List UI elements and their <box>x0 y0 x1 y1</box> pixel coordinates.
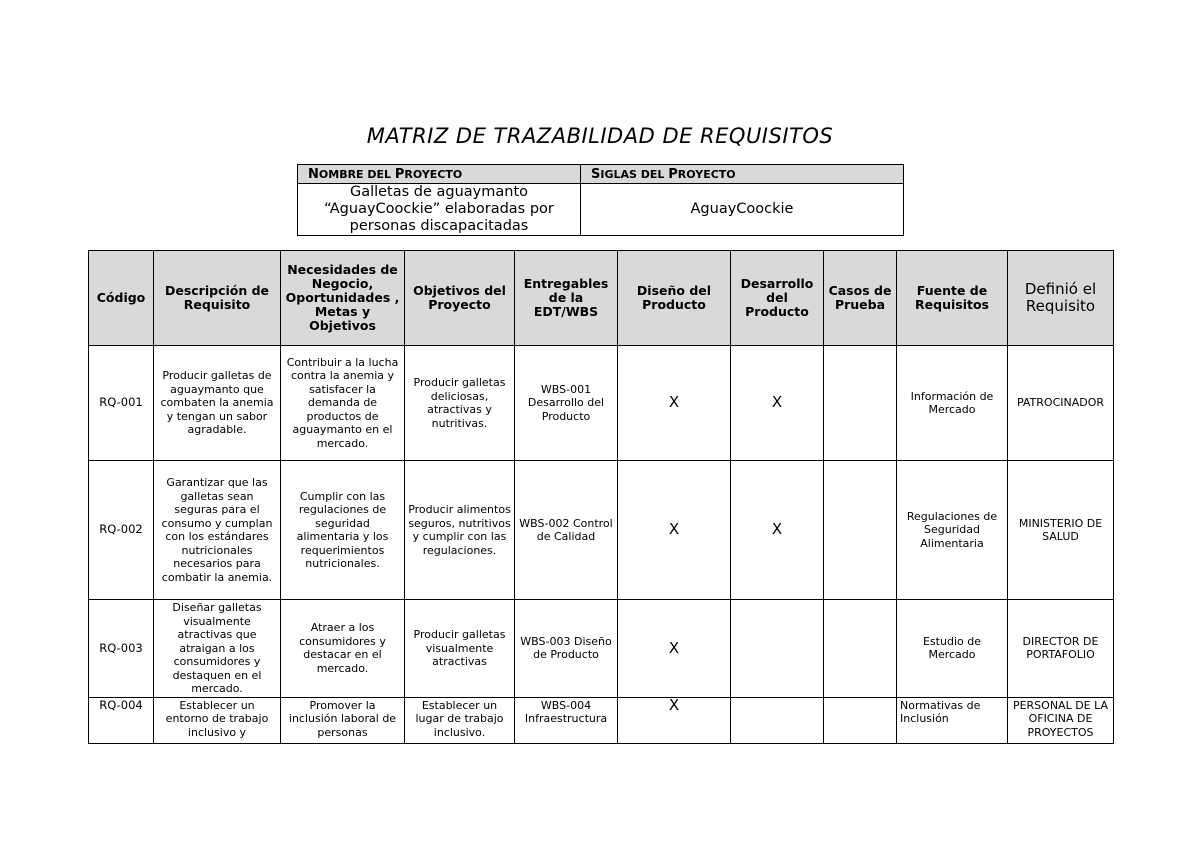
row-design-mark: X <box>618 346 731 461</box>
row-code: RQ-001 <box>89 346 154 461</box>
row-development-mark: X <box>731 461 824 600</box>
row-tests <box>824 461 897 600</box>
traceability-matrix <box>88 250 1114 744</box>
row-deliverables: WBS-002 Control de Calidad <box>515 461 618 600</box>
row-tests <box>824 697 897 743</box>
row-design-mark: X <box>618 461 731 600</box>
project-acronym-label: SIGLAS DEL PROYECTO <box>581 165 904 184</box>
header-objectives: Objetivos del Proyecto <box>405 251 515 346</box>
row-source: Normativas de Inclusión <box>897 697 1008 743</box>
row-needs: Atraer a los consumidores y destacar en el mercado. <box>281 600 405 698</box>
table-row <box>89 697 1114 743</box>
header-tests: Casos de Prueba <box>824 251 897 346</box>
header-description: Descripción de Requisito <box>154 251 281 346</box>
row-defined-by: PATROCINADOR <box>1008 346 1114 461</box>
row-deliverables: WBS-003 Diseño de Producto <box>515 600 618 698</box>
row-objectives: Producir galletas visualmente atractivas <box>405 600 515 698</box>
row-description: Garantizar que las galletas sean seguras para el consumo y cumplan con los estándares nutricionales necesarios para combatir la anemia. <box>154 461 281 600</box>
row-tests <box>824 600 897 698</box>
header-development: Desarrollo del Producto <box>731 251 824 346</box>
table-row <box>89 461 1114 600</box>
row-design-mark: X <box>618 600 731 698</box>
row-development-mark: X <box>731 346 824 461</box>
row-code: RQ-002 <box>89 461 154 600</box>
row-objectives: Establecer un lugar de trabajo inclusivo. <box>405 697 515 743</box>
table-row <box>89 600 1114 698</box>
row-description: Diseñar galletas visualmente atractivas que atraigan a los consumidores y destaquen en el mercado. <box>154 600 281 698</box>
header-row <box>89 251 1114 346</box>
row-source: Regulaciones de Seguridad Alimentaria <box>897 461 1008 600</box>
row-description: Producir galletas de aguaymanto que combaten la anemia y tengan un sabor agradable. <box>154 346 281 461</box>
header-defined-by: Definió el Requisito <box>1008 251 1114 346</box>
row-needs: Cumplir con las regulaciones de seguridad alimentaria y los requerimientos nutricionales. <box>281 461 405 600</box>
table-row <box>89 346 1114 461</box>
row-needs: Contribuir a la lucha contra la anemia y satisfacer la demanda de productos de aguaymanto en el mercado. <box>281 346 405 461</box>
project-name-label: NOMBRE DEL PROYECTO <box>298 165 581 184</box>
header-design: Diseño del Producto <box>618 251 731 346</box>
project-info-table <box>297 164 904 236</box>
row-code: RQ-003 <box>89 600 154 698</box>
row-design-mark: X <box>618 697 731 743</box>
row-defined-by: MINISTERIO DE SALUD <box>1008 461 1114 600</box>
row-description: Establecer un entorno de trabajo inclusivo y <box>154 697 281 743</box>
row-code: RQ-004 <box>89 697 154 743</box>
row-deliverables: WBS-004 Infraestructura <box>515 697 618 743</box>
row-needs: Promover la inclusión laboral de personas <box>281 697 405 743</box>
row-deliverables: WBS-001 Desarrollo del Producto <box>515 346 618 461</box>
project-acronym-value: AguayCoockie <box>581 184 904 236</box>
header-needs: Necesidades de Negocio, Oportunidades , Metas y Objetivos <box>281 251 405 346</box>
row-development-mark <box>731 600 824 698</box>
header-deliverables: Entregables de la EDT/WBS <box>515 251 618 346</box>
row-tests <box>824 346 897 461</box>
row-defined-by: PERSONAL DE LA OFICINA DE PROYECTOS <box>1008 697 1114 743</box>
row-defined-by: DIRECTOR DE PORTAFOLIO <box>1008 600 1114 698</box>
row-source: Estudio de Mercado <box>897 600 1008 698</box>
project-name-value: Galletas de aguaymanto “AguayCoockie” elaboradas por personas discapacitadas <box>298 184 581 236</box>
row-development-mark <box>731 697 824 743</box>
row-objectives: Producir galletas deliciosas, atractivas y nutritivas. <box>405 346 515 461</box>
header-source: Fuente de Requisitos <box>897 251 1008 346</box>
row-objectives: Producir alimentos seguros, nutritivos y cumplir con las regulaciones. <box>405 461 515 600</box>
row-source: Información de Mercado <box>897 346 1008 461</box>
header-code: Código <box>89 251 154 346</box>
page-title: MATRIZ DE TRAZABILIDAD DE REQUISITOS <box>366 124 834 148</box>
